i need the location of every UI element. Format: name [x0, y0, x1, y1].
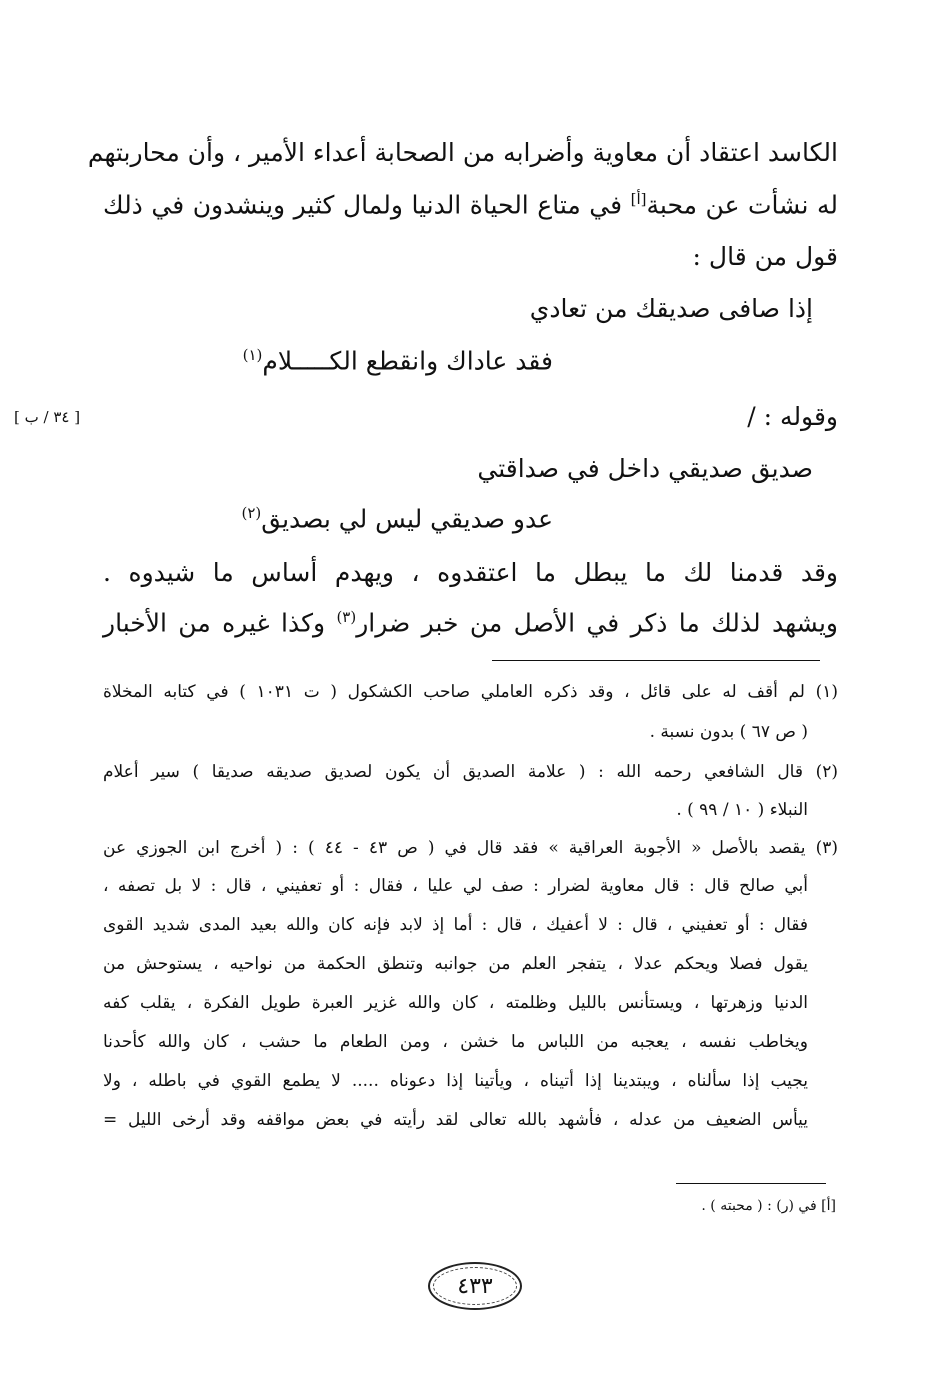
- verse-1-first-hemistich: إذا صافى صديقك من تعادي: [529, 294, 813, 323]
- verse-2-first-hemistich: صديق صديقي داخل في صداقتي: [477, 454, 813, 483]
- page-number-text: ٤٣٣: [457, 1273, 493, 1299]
- footnote-2-line-1: (٢) قال الشافعي رحمه الله : ( علامة الصديق أن يكون لصديق صديقه صديقا ) سير أعلام: [103, 762, 838, 782]
- margin-folio-note: [ ٣٤ / ب ]: [14, 408, 81, 426]
- footnote-3-line-1: (٣) يقصد بالأصل « الأجوبة العراقية » فقد قال في ( ص ٤٣ - ٤٤ ) : ( أخرج ابن الجوزي عن: [103, 838, 838, 858]
- footnote-3-line-5: الدنيا وزهرتها ، ويستأنس بالليل وظلمته ، كان والله غزير العبرة طويل الفكرة ، يقلب كفه: [103, 993, 808, 1013]
- body-line-last-1: وقد قدمنا لك ما يبطل ما اعتقدوه ، ويهدم أساس ما شيدوه .: [103, 558, 838, 587]
- footnote-3-line-3: فقال : أو تعفيني ، قال : لا أعفيك ، قال : أما إذ لابد فإنه كان والله بعيد المدى شديد القوى: [103, 915, 808, 935]
- footnote-separator: [492, 660, 820, 661]
- body-line-last-2-end: وكذا غيره من الأخبار: [103, 608, 337, 638]
- body-line-last-2-start: ويشهد لذلك ما ذكر في الأصل من خبر ضرار: [356, 608, 838, 638]
- variant-separator: [676, 1183, 826, 1184]
- verse-1-second-text: فقد عاداك وانقطع الكـــــلام: [262, 346, 553, 376]
- variant-marker: [أ]: [630, 190, 647, 208]
- verse-2-second-text: عدو صديقي ليس لي بصديق: [261, 504, 553, 534]
- body-line-2-start: له نشأت عن محبة: [646, 190, 838, 220]
- body-line-2: [103, 190, 838, 219]
- body-line-3: قول من قال :: [692, 242, 838, 271]
- footnote-3-line-6: ويخاطب نفسه ، يعجبه من اللباس ما خشن ، ومن الطعام ما حشب ، كان والله كأحدنا: [103, 1032, 808, 1052]
- footnote-3-line-2: أبي صالح قال : قال معاوية لضرار : صف لي عليا ، فقال : أو تعفيني ، قال : لا بل تصفه ،: [103, 876, 808, 896]
- body-line-last-2: [103, 608, 838, 637]
- footnote-3-line-7: يجيب إذا سألناه ، ويبتدينا إذا أتيناه ، ويأتينا إذا دعوناه ..... لا يطمع القوي في باطله ، ولا: [103, 1071, 808, 1091]
- page-number: [428, 1262, 522, 1310]
- verse-2-second-hemistich: [241, 504, 553, 533]
- body-line-2-end: في متاع الحياة الدنيا ولمال كثير وينشدون في ذلك: [103, 190, 631, 220]
- footnote-1-line-2: ( ص ٦٧ ) بدون نسبة .: [649, 722, 808, 742]
- footnote-marker-3: (٣): [336, 608, 357, 626]
- footnote-marker-2: (٢): [241, 504, 262, 522]
- body-line-qawluhu: وقوله : /: [747, 402, 838, 431]
- body-line-1: الكاسد اعتقاد أن معاوية وأضرابه من الصحابة أعداء الأمير ، وأن محاربتهم: [87, 138, 838, 167]
- footnote-3-line-4: يقول فصلا ويحكم عدلا ، يتفجر العلم من جوانبه وتنطق الحكمة من نواحيه ، يستوحش من: [103, 954, 808, 974]
- footnote-3-line-8: ييأس الضعيف من عدله ، فأشهد بالله تعالى لقد رأيته في بعض مواقفه وقد أرخى الليل =: [103, 1110, 808, 1130]
- footnote-marker-1: (١): [242, 346, 263, 364]
- footnote-1-line-1: (١) لم أقف له على قائل ، وقد ذكره العاملي صاحب الكشكول ( ت ١٠٣١ ) في كتابه المخلاة: [103, 682, 838, 702]
- footnote-2-line-2: النبلاء ( ١٠ / ٩٩ ) .: [676, 800, 808, 820]
- variant-note: [أ] في (ر) : ( محبته ) .: [701, 1198, 836, 1214]
- verse-1-second-hemistich: [243, 346, 553, 375]
